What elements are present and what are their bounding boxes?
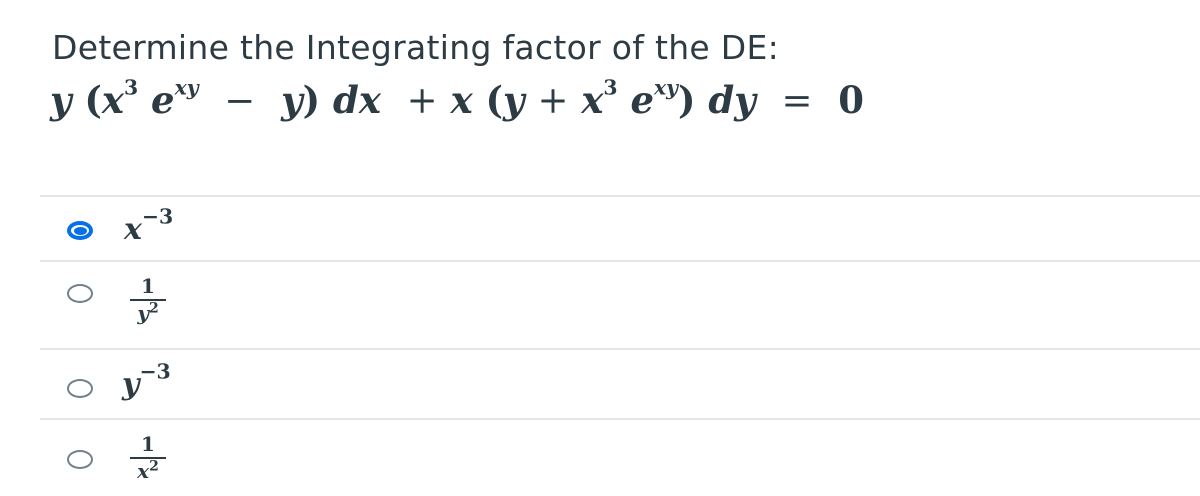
option-1-math: [124, 204, 174, 247]
radio-button-selected[interactable]: [67, 221, 93, 240]
option-4-fraction: [130, 434, 166, 481]
option-2-den-exponent: 2: [148, 300, 159, 317]
option-2-numerator: 1: [141, 274, 155, 298]
eq-y-term: y: [503, 78, 525, 122]
eq-x-factor: x: [450, 78, 473, 122]
eq-equals: =: [781, 79, 813, 122]
radio-button[interactable]: [67, 284, 93, 303]
answer-option-3[interactable]: [40, 348, 1200, 418]
eq-y-inner: y: [281, 78, 303, 122]
option-4-denominator: [137, 458, 159, 483]
option-1-exponent: −3: [141, 204, 174, 229]
eq-x-exponent: 3: [123, 75, 139, 100]
question-text: Determine the Integrating factor of the DE:: [52, 28, 780, 67]
radio-button[interactable]: [67, 379, 93, 398]
option-4-numerator: 1: [141, 432, 155, 456]
option-3-exponent: −3: [139, 359, 171, 384]
eq-dx: dx: [332, 78, 381, 122]
option-4-den-base: x: [137, 459, 150, 483]
answer-option-2[interactable]: [40, 260, 1200, 348]
eq-plus: +: [406, 79, 438, 122]
option-3-base: y: [122, 367, 140, 402]
eq-dy: dy: [708, 78, 756, 122]
answer-option-4[interactable]: [40, 418, 1200, 496]
option-2-denominator: [137, 300, 159, 325]
radio-button[interactable]: [67, 450, 93, 469]
eq-e-2-exponent: xy: [654, 75, 678, 100]
eq-x-cubed-exponent: 3: [603, 75, 618, 100]
eq-close-paren-2: ): [677, 78, 696, 122]
eq-minus: −: [224, 79, 256, 122]
eq-x: x: [101, 78, 124, 122]
answer-options: [40, 195, 1200, 496]
eq-e: e: [151, 78, 175, 122]
eq-x-cubed: x: [581, 78, 604, 122]
eq-close-paren: ): [302, 78, 321, 122]
answer-option-1[interactable]: [40, 195, 1200, 260]
eq-e-exponent: xy: [174, 75, 199, 100]
option-3-math: [122, 359, 171, 402]
option-2-den-base: y: [137, 301, 149, 325]
eq-plus-inner: +: [537, 79, 569, 122]
eq-e-2: e: [630, 78, 654, 122]
option-4-den-exponent: 2: [149, 458, 159, 475]
eq-y: y: [50, 78, 72, 122]
eq-open-paren-2: (: [485, 78, 504, 122]
eq-open-paren: (: [84, 78, 102, 122]
option-2-fraction: [130, 276, 166, 323]
eq-zero: 0: [838, 78, 865, 122]
option-1-base: x: [124, 212, 142, 247]
differential-equation: [50, 75, 865, 122]
